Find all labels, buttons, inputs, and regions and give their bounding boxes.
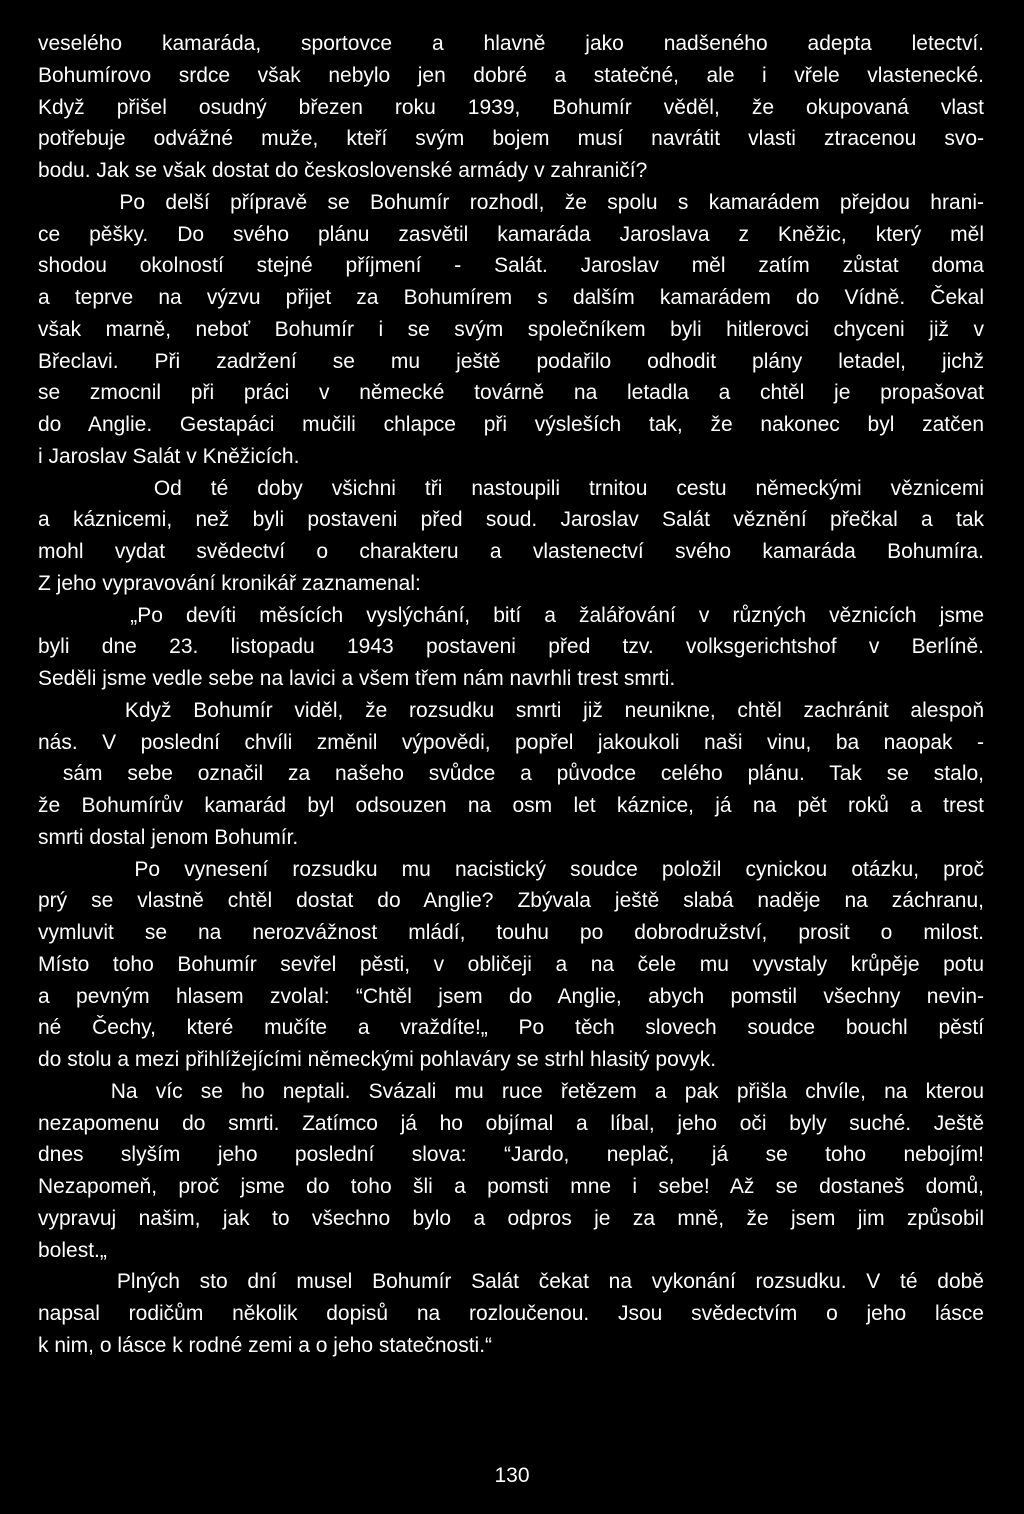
text-line: k nim, o lásce k rodné zemi a o jeho statečnosti.“ bbox=[38, 1333, 493, 1357]
text-line: sám sebe označil za našeho svůdce a původce celého plánu. Tak se stalo, bbox=[38, 762, 984, 786]
text-line: bolest.„ bbox=[38, 1238, 107, 1262]
text-line: dnes slyším jeho poslední slova: “Jardo, neplač, já se toho nebojím! bbox=[38, 1143, 984, 1167]
text-line: Po vynesení rozsudku mu nacistický soudce položil cynickou otázku, proč bbox=[38, 857, 984, 881]
text-line: Plných sto dní musel Bohumír Salát čekat na vykonání rozsudku. V té době bbox=[38, 1270, 984, 1294]
text-line: Po delší přípravě se Bohumír rozhodl, že spolu s kamarádem přejdou hrani- bbox=[38, 190, 984, 214]
text-line: Místo toho Bohumír sevřel pěsti, v obličeji a na čele mu vyvstaly krůpěje potu bbox=[38, 952, 984, 976]
text-line: shodou okolností stejné příjmení - Salát. Jaroslav měl zatím zůstat doma bbox=[38, 254, 984, 278]
text-line: byli dne 23. listopadu 1943 postaveni před tzv. volksgerichtshof v Berlíně. bbox=[38, 635, 984, 659]
text-line: se zmocnil při práci v německé továrně na letadla a chtěl je propašovat bbox=[38, 381, 984, 405]
text-line: vypravuj našim, jak to všechno bylo a odpros je za mně, že jsem jim způsobil bbox=[38, 1206, 984, 1230]
text-line: Seděli jsme vedle sebe na lavici a všem třem nám navrhli trest smrti. bbox=[38, 667, 676, 690]
text-line: že Bohumírův kamarád byl odsouzen na osm let káznice, já na pět roků a trest bbox=[38, 794, 984, 817]
text-line: Na víc se ho neptali. Svázali mu ruce řetězem a pak přišla chvíle, na kterou bbox=[38, 1079, 984, 1103]
book-page-text bbox=[38, 28, 984, 1362]
text-line: Břeclavi. Při zadržení se mu ještě podařilo odhodit plány letadel, jichž bbox=[38, 349, 984, 373]
text-line: smrti dostal jenom Bohumír. bbox=[38, 825, 299, 849]
text-line: nezapomenu do smrti. Zatímco já ho objímal a líbal, jeho oči byly suché. Ještě bbox=[38, 1111, 984, 1135]
text-line: Od té doby všichni tři nastoupili trnitou cestu německými věznicemi bbox=[38, 476, 984, 500]
page-number: 130 bbox=[494, 1464, 530, 1487]
text-line: „Po devíti měsících vyslýchání, bití a žalářování v různých věznicích jsme bbox=[38, 603, 984, 627]
text-line: bodu. Jak se však dostat do československé armády v zahraničí? bbox=[38, 159, 648, 182]
text-line: vymluvit se na nerozvážnost mládí, touhu po dobrodružství, prosit o milost. bbox=[38, 921, 984, 944]
text-line: Když přišel osudný březen roku 1939, Bohumír věděl, že okupovaná vlast bbox=[38, 95, 984, 119]
text-line: Když Bohumír viděl, že rozsudku smrti již neunikne, chtěl zachránit alespoň bbox=[38, 698, 984, 722]
text-line: a pevným hlasem zvolal: “Chtěl jsem do Anglie, abych pomstil všechny nevin- bbox=[38, 984, 984, 1008]
text-line: Nezapomeň, proč jsme do toho šli a pomsti mne i sebe! Až se dostaneš domů, bbox=[38, 1175, 984, 1198]
text-line: do Anglie. Gestapáci mučili chlapce při výsleších tak, že nakonec byl zatčen bbox=[38, 413, 984, 436]
text-line: veselého kamaráda, sportovce a hlavně jako nadšeného adepta letectví. bbox=[38, 32, 984, 55]
text-line: i Jaroslav Salát v Kněžicích. bbox=[38, 444, 300, 468]
text-line: a teprve na výzvu přijet za Bohumírem s dalším kamarádem do Vídně. Čekal bbox=[38, 286, 984, 309]
text-line: mohl vydat svědectví o charakteru a vlastenectví svého kamaráda Bohumíra. bbox=[38, 540, 984, 563]
text-line: Z jeho vypravování kronikář zaznamenal: bbox=[38, 571, 421, 595]
text-line: né Čechy, které mučíte a vraždíte!„ Po těch slovech soudce bouchl pěstí bbox=[38, 1016, 984, 1040]
text-line: ce pěšky. Do svého plánu zasvětil kamaráda Jaroslava z Kněžic, který měl bbox=[38, 222, 984, 246]
text-line: do stolu a mezi přihlížejícími německými pohlaváry se strhl hlasitý povyk. bbox=[38, 1048, 717, 1071]
text-line: však marně, neboť Bohumír i se svým společníkem byli hitlerovci chyceni již v bbox=[38, 317, 984, 341]
text-line: prý se vlastně chtěl dostat do Anglie? Zbývala ještě slabá naděje na záchranu, bbox=[38, 889, 984, 913]
text-line: a káznicemi, než byli postaveni před soud. Jaroslav Salát věznění přečkal a tak bbox=[38, 508, 984, 532]
text-line: nás. V poslední chvíli změnil výpovědi, popřel jakoukoli naši vinu, ba naopak - bbox=[38, 730, 984, 754]
text-line: napsal rodičům několik dopisů na rozloučenou. Jsou svědectvím o jeho lásce bbox=[38, 1302, 984, 1325]
text-line: potřebuje odvážné muže, kteří svým bojem musí navrátit vlasti ztracenou svo- bbox=[38, 127, 984, 151]
text-line: Bohumírovo srdce však nebylo jen dobré a statečné, ale i vřele vlastenecké. bbox=[38, 63, 984, 87]
